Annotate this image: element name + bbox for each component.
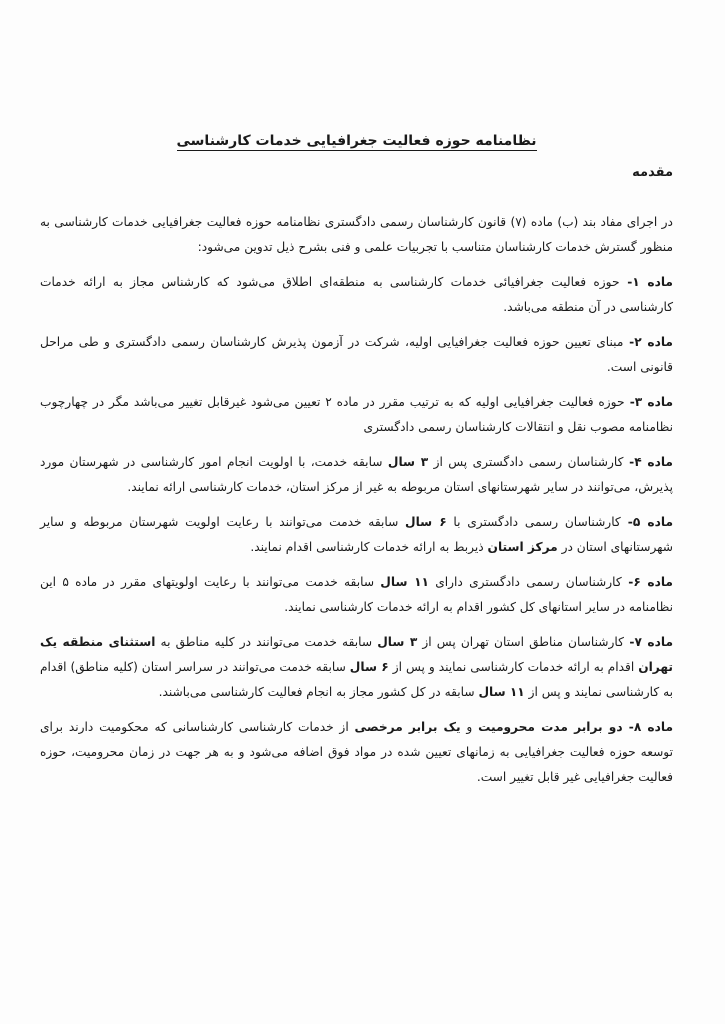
article-label: ماده ۴- <box>623 455 673 469</box>
text-run: کارشناسان رسمی دادگستری دارای <box>428 575 622 589</box>
article-label: ماده ۷- <box>623 635 673 649</box>
emphasis: یک برابر مرخصی <box>354 720 461 734</box>
article-text <box>40 635 673 699</box>
article-label: ماده ۱- <box>619 275 673 289</box>
text-run: ذیربط به ارائه خدمات کارشناسی اقدام نمایند. <box>250 540 488 554</box>
article-text: حوزه فعالیت جغرافیائی خدمات کارشناسی به منطقه‌ای اطلاق می‌شود که کارشناس مجاز به ارائه خدمات کارشناسی در آن منطقه می‌باشد. <box>40 275 673 314</box>
emphasis: ۳ سال <box>377 635 418 649</box>
article-8 <box>40 715 673 790</box>
article-5 <box>40 510 673 560</box>
text-run: سابقه خدمت می‌توانند در کلیه مناطق به <box>155 635 378 649</box>
article-2 <box>40 330 673 380</box>
intro-heading: مقدمه <box>632 165 673 180</box>
text-run: سابقه خدمت، با اولویت انجام امور کارشناسی در شهرستان مورد پذیرش، می‌توانند در سایر شهرستانهای استان مربوطه به غیر از مرکز استان، خدمات کارشناسی ارائه نمایند. <box>40 455 673 494</box>
article-3 <box>40 390 673 440</box>
text-run: سابقه خدمت می‌توانند با رعایت اولویت شهرستان مربوطه و سایر شهرستانهای استان در <box>40 515 673 554</box>
emphasis: ۱۱ سال <box>478 685 525 699</box>
text-run: کارشناسان مناطق استان تهران پس از <box>417 635 624 649</box>
article-6 <box>40 570 673 620</box>
text-run: و <box>460 720 479 734</box>
text-run: سابقه خدمت می‌توانند با رعایت اولویتهای مقرر در ماده ۵ این نظامنامه در سایر استانهای کل کشور اقدام به ارائه خدمات کارشناسی نمایند. <box>40 575 673 614</box>
article-text: حوزه فعالیت جغرافیایی اولیه که به ترتیب مقرر در ماده ۲ تعیین می‌شود غیرقابل تغییر می‌باشد مگر در چهارچوب نظامنامه مصوب نقل و انتقالات کارشناسان رسمی دادگستری <box>40 395 673 434</box>
article-label: ماده ۵- <box>620 515 673 529</box>
article-text <box>40 455 673 494</box>
article-label: ماده ۸- <box>622 720 673 734</box>
article-label: ماده ۲- <box>623 335 673 349</box>
text-run: سابقه خدمت می‌توانند در سراسر استان (کلیه مناطق) اقدام به کارشناسی نمایند و پس از <box>40 660 673 699</box>
article-label: ماده ۳- <box>624 395 673 409</box>
document-body <box>40 128 673 790</box>
article-text: مبنای تعیین حوزه فعالیت جغرافیایی اولیه، شرکت در آزمون پذیرش کارشناسان رسمی دادگستری و طی مراحل قانونی است. <box>40 335 673 374</box>
emphasis: استثنای منطقه یک تهران <box>40 635 673 674</box>
text-run: سابقه در کل کشور مجاز به انجام فعالیت کارشناسی می‌باشند. <box>158 685 479 699</box>
emphasis: مرکز استان <box>487 540 558 554</box>
article-text <box>40 575 673 614</box>
text-run: از خدمات کارشناسی کارشناسانی که محکومیت دارند برای توسعه حوزه فعالیت جغرافیایی به زمانهای تعیین شده در مواد فوق اضافه می‌شود و به هر جهت در زمان محرومیت، حوزه فعالیت جغرافیایی غیر قابل تغییر است. <box>40 720 673 784</box>
article-4 <box>40 450 673 500</box>
article-text <box>40 515 673 554</box>
article-label: ماده ۶- <box>621 575 673 589</box>
emphasis: دو برابر مدت محرومیت <box>478 720 623 734</box>
text-run: کارشناسان رسمی دادگستری با <box>446 515 621 529</box>
article-7 <box>40 630 673 705</box>
text-run: کارشناسان رسمی دادگستری پس از <box>428 455 624 469</box>
emphasis: ۱۱ سال <box>380 575 429 589</box>
emphasis: ۶ سال <box>405 515 447 529</box>
emphasis: ۳ سال <box>387 455 429 469</box>
intro-paragraph: در اجرای مفاد بند (ب) ماده (۷) قانون کارشناسان رسمی دادگستری نظامنامه حوزه فعالیت جغرافیایی خدمات کارشناسی به منظور گسترش خدمات کارشناسان متناسب با تجربیات علمی و فنی بشرح ذیل تدوین می‌شود: <box>40 215 673 254</box>
emphasis: ۶ سال <box>349 660 389 674</box>
text-run: اقدام به ارائه خدمات کارشناسی نمایند و پس از <box>388 660 639 674</box>
document-title: نظامنامه حوزه فعالیت جغرافیایی خدمات کارشناسی <box>176 133 537 149</box>
article-1 <box>40 270 673 320</box>
article-text <box>40 720 673 784</box>
